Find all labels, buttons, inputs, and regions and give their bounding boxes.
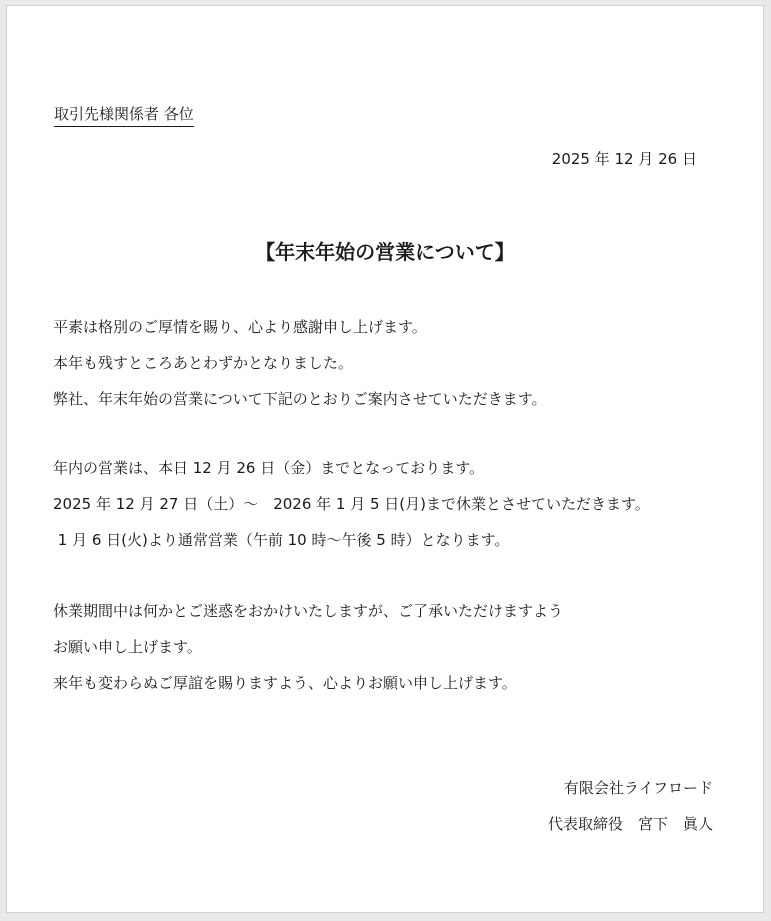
document-page — [6, 5, 764, 913]
schedule-line: 年内の営業は、本日 12 月 26 日（金）までとなっております。 — [53, 459, 485, 477]
closing-line: お願い申し上げます。 — [53, 638, 202, 656]
greeting-paragraph — [53, 317, 547, 425]
schedule-paragraph — [53, 458, 650, 566]
schedule-line: 2025 年 12 月 27 日（土）～ 2026 年 1 月 5 日(月)まで休業とさせていただきます。 — [53, 495, 650, 513]
closing-line: 休業期間中は何かとご迷惑をおかけいたしますが、ご了承いただけますよう — [53, 602, 564, 620]
schedule-line: 1 月 6 日(火)より通常営業（午前 10 時～午後 5 時）となります。 — [53, 531, 510, 549]
document-date: 2025 年 12 月 26 日 — [551, 150, 697, 168]
greeting-line: 弊社、年末年始の営業について下記のとおりご案内させていただきます。 — [53, 390, 547, 408]
greeting-line: 本年も残すところあとわずかとなりました。 — [53, 354, 354, 372]
signature-person: 代表取締役 宮下 眞人 — [547, 815, 713, 833]
closing-paragraph — [53, 601, 563, 709]
signature-company: 有限会社ライフロード — [563, 779, 713, 797]
addressee: 取引先様関係者 各位 — [54, 104, 194, 127]
greeting-line: 平素は格別のご厚情を賜り、心より感謝申し上げます。 — [53, 318, 427, 336]
closing-line: 来年も変わらぬご厚誼を賜りますよう、心よりお願い申し上げます。 — [53, 674, 517, 692]
document-title: 【年末年始の営業について】 — [255, 240, 515, 264]
